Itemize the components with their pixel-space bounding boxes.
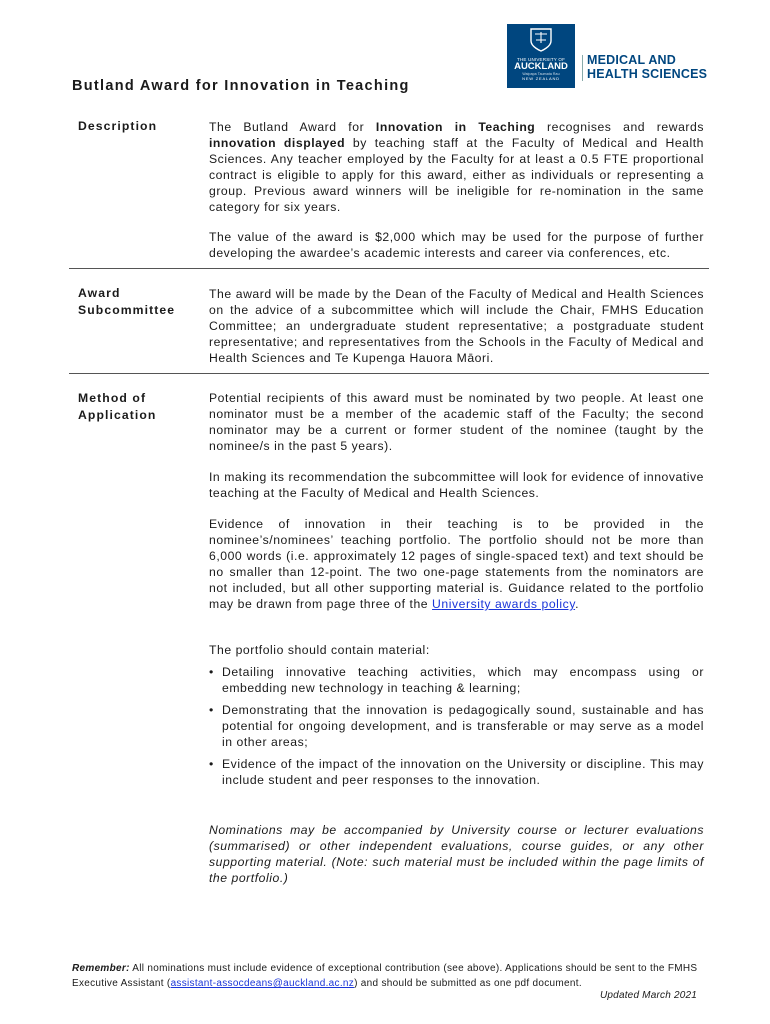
section-divider — [69, 268, 709, 269]
assistant-email-link[interactable]: assistant-assocdeans@auckland.ac.nz — [170, 978, 355, 989]
updated-date: Updated March 2021 — [600, 990, 697, 1001]
remember-label: Remember: — [72, 963, 130, 974]
method-paragraph-1: Potential recipients of this award must be nominated by two people. At least one nominator must be a member of the academic staff of the Faculty; the second nominator may be a current or former student of the nominee (taught by the nominee/s in the past 5 years). — [209, 391, 704, 453]
university-of-auckland-logo — [507, 24, 575, 88]
method-paragraph-4: The portfolio should contain material: — [209, 643, 430, 657]
crest-shield-icon — [530, 28, 552, 52]
logo-line-2: AUCKLAND — [514, 61, 568, 72]
subcommittee-paragraph: The award will be made by the Dean of the Faculty of Medical and Health Sciences on the advice of a subcommittee which will include the Chair, FMHS Education Committee; an undergraduate student representative; a postgraduate student representative; and representatives from the Schools in the Faculty of Medical and Health Sciences and Te Kupenga Hauora Māori. — [209, 287, 704, 365]
faculty-name — [587, 53, 707, 81]
description-paragraph-2: The value of the award is $2,000 which may be used for the purpose of further developing the awardee’s academic interests and career via conferences, etc. — [209, 230, 704, 260]
section-divider — [69, 373, 709, 374]
footer-text: Remember: All nominations must include evidence of exceptional contribution (see above). Applications should be sent to the FMHS Executive Assistant (assistant-assocdeans@auckland.ac.nz) and should be submitted as one pdf document. — [72, 963, 698, 989]
faculty-name-line-2: HEALTH SCIENCES — [587, 67, 708, 81]
list-item: • Demonstrating that the innovation is pedagogically sound, sustainable and has potential for ongoing development, and is transferable or may serve as a model in other areas; — [209, 702, 704, 750]
university-awards-policy-link[interactable]: University awards policy — [432, 597, 576, 611]
method-label: Method of Application — [78, 391, 157, 422]
list-item: • Detailing innovative teaching activities, which may encompass using or embedding new technology in teaching & learning; — [209, 664, 704, 696]
nomination-note: Nominations may be accompanied by University course or lecturer evaluations (summarised) or other independent evaluations, course guides, or any other supporting material. (Note: such material must be included within the page limits of the portfolio.) — [209, 823, 704, 885]
method-paragraph-2: In making its recommendation the subcommittee will look for evidence of innovative teaching at the Faculty of Medical and Health Sciences. — [209, 470, 704, 500]
logo-divider — [582, 55, 583, 81]
logo-line-1: THE UNIVERSITY OF — [516, 57, 566, 62]
portfolio-material-list — [209, 664, 704, 794]
document-title: Butland Award for Innovation in Teaching — [72, 78, 410, 94]
method-paragraph-3: Evidence of innovation in their teaching is to be provided in the nominee’s/nominees’ teaching portfolio. The portfolio should not be more than 6,000 words (i.e. approximately 12 pages of single-spaced text) and text should be no smaller than 12-point. The two one-page statements from the nominators are not included, but all other supporting material is. Guidance related to the portfolio may be drawn from page three of the University awards policy. — [209, 517, 704, 611]
list-item: • Evidence of the impact of the innovation on the University or discipline. This may include student and peer responses to the innovation. — [209, 756, 704, 788]
description-bold-1: Innovation in Teaching — [375, 120, 536, 134]
faculty-name-line-1: MEDICAL AND — [587, 53, 677, 67]
description-bold-2: innovation displayed — [209, 136, 346, 150]
logo-line-4: NEW ZEALAND — [522, 76, 560, 81]
logo-line-3: Waipapa Taumata Rau — [522, 72, 560, 76]
subcommittee-label: Award Subcommittee — [78, 286, 176, 317]
description-label: Description — [78, 119, 158, 133]
description-paragraph-1: The Butland Award for Innovation in Teaching recognises and rewards innovation displayed by teaching staff at the Faculty of Medical and Health Sciences. Any teacher employed by the Faculty for at least a 0.5 FTE proportional contract is eligible to apply for this award, either as individuals or representing a group. Previous award winners will be ineligible for re-nomination in the same category for six years. — [209, 120, 705, 214]
